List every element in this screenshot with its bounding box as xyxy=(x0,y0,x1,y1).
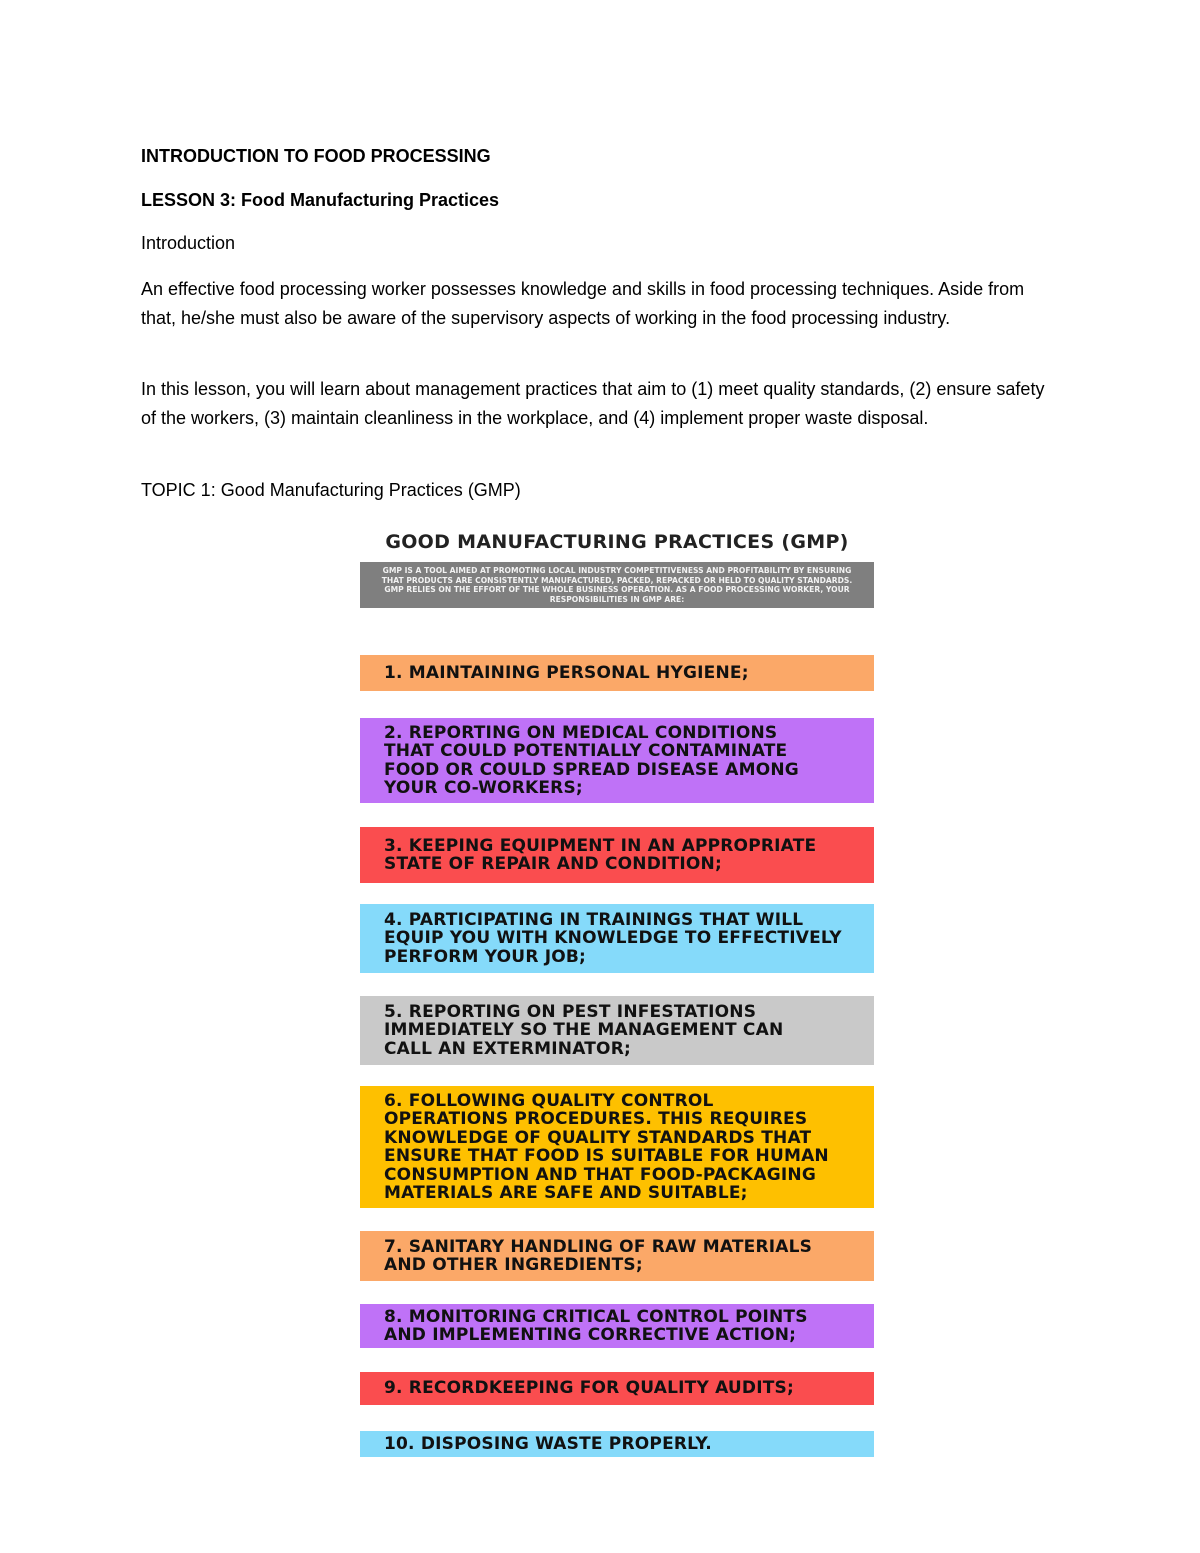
lesson-title: LESSON 3: Food Manufacturing Practices xyxy=(141,190,500,210)
gmp-item-text: 10. DISPOSING WASTE PROPERLY. xyxy=(384,1433,712,1454)
gmp-item-7 xyxy=(360,1231,874,1281)
gmp-item-text: 2. REPORTING ON MEDICAL CONDITIONS THAT COULD POTENTIALLY CONTAMINATE FOOD OR COULD SPREAD DISEASE AMONG YOUR CO-WORKERS; xyxy=(384,722,799,798)
gmp-item-1 xyxy=(360,655,874,691)
intro-paragraph: An effective food processing worker possesses knowledge and skills in food processing techniques. Aside from that, he/she must also be aware of the supervisory aspects of working in the food processing industry. xyxy=(141,279,1025,328)
infographic-title: GOOD MANUFACTURING PRACTICES (GMP) xyxy=(385,531,849,553)
gmp-item-text: 8. MONITORING CRITICAL CONTROL POINTS AND IMPLEMENTING CORRECTIVE ACTION; xyxy=(384,1306,808,1345)
gmp-item-2 xyxy=(360,718,874,803)
topic-title: TOPIC 1: Good Manufacturing Practices (GMP) xyxy=(141,480,521,500)
infographic-description: GMP IS A TOOL AIMED AT PROMOTING LOCAL INDUSTRY COMPETITIVENESS AND PROFITABILITY BY ENSURING THAT PRODUCTS ARE CONSISTENTLY MANUFACTURED, PACKED, REPACKED OR HELD TO QUALITY STANDARDS. GMP RELIES ON THE EFFORT OF THE WHOLE BUSINESS OPERATION. AS A FOOD PROCESSING WORKER, YOUR RESPONSIBILITIES IN GMP ARE: xyxy=(360,562,874,608)
gmp-item-text: 3. KEEPING EQUIPMENT IN AN APPROPRIATE STATE OF REPAIR AND CONDITION; xyxy=(384,835,817,874)
gmp-item-10 xyxy=(360,1431,874,1457)
section-label: Introduction xyxy=(141,233,236,253)
gmp-item-5 xyxy=(360,996,874,1065)
gmp-item-text: 6. FOLLOWING QUALITY CONTROL OPERATIONS PROCEDURES. THIS REQUIRES KNOWLEDGE OF QUALITY STANDARDS THAT ENSURE THAT FOOD IS SUITABLE FOR HUMAN CONSUMPTION AND THAT FOOD-PACKAGING MATERIALS ARE SAFE AND SUITABLE; xyxy=(384,1090,829,1203)
gmp-item-text: 5. REPORTING ON PEST INFESTATIONS IMMEDIATELY SO THE MANAGEMENT CAN CALL AN EXTERMINATOR; xyxy=(384,1001,784,1059)
gmp-item-9 xyxy=(360,1372,874,1405)
gmp-item-text: 9. RECORDKEEPING FOR QUALITY AUDITS; xyxy=(384,1378,794,1399)
gmp-item-text: 7. SANITARY HANDLING OF RAW MATERIALS AND OTHER INGREDIENTS; xyxy=(384,1236,813,1275)
gmp-item-4 xyxy=(360,904,874,973)
gmp-item-text: 4. PARTICIPATING IN TRAININGS THAT WILL EQUIP YOU WITH KNOWLEDGE TO EFFECTIVELY PERFORM YOUR JOB; xyxy=(384,909,842,967)
gmp-item-3 xyxy=(360,827,874,883)
gmp-item-8 xyxy=(360,1304,874,1348)
document-heading: INTRODUCTION TO FOOD PROCESSING xyxy=(141,146,491,166)
lesson-paragraph: In this lesson, you will learn about management practices that aim to (1) meet quality standards, (2) ensure safety of the workers, (3) maintain cleanliness in the workplace, and (4) implement proper waste disposal. xyxy=(141,379,1045,428)
gmp-item-6 xyxy=(360,1086,874,1208)
gmp-item-text: 1. MAINTAINING PERSONAL HYGIENE; xyxy=(384,662,749,683)
